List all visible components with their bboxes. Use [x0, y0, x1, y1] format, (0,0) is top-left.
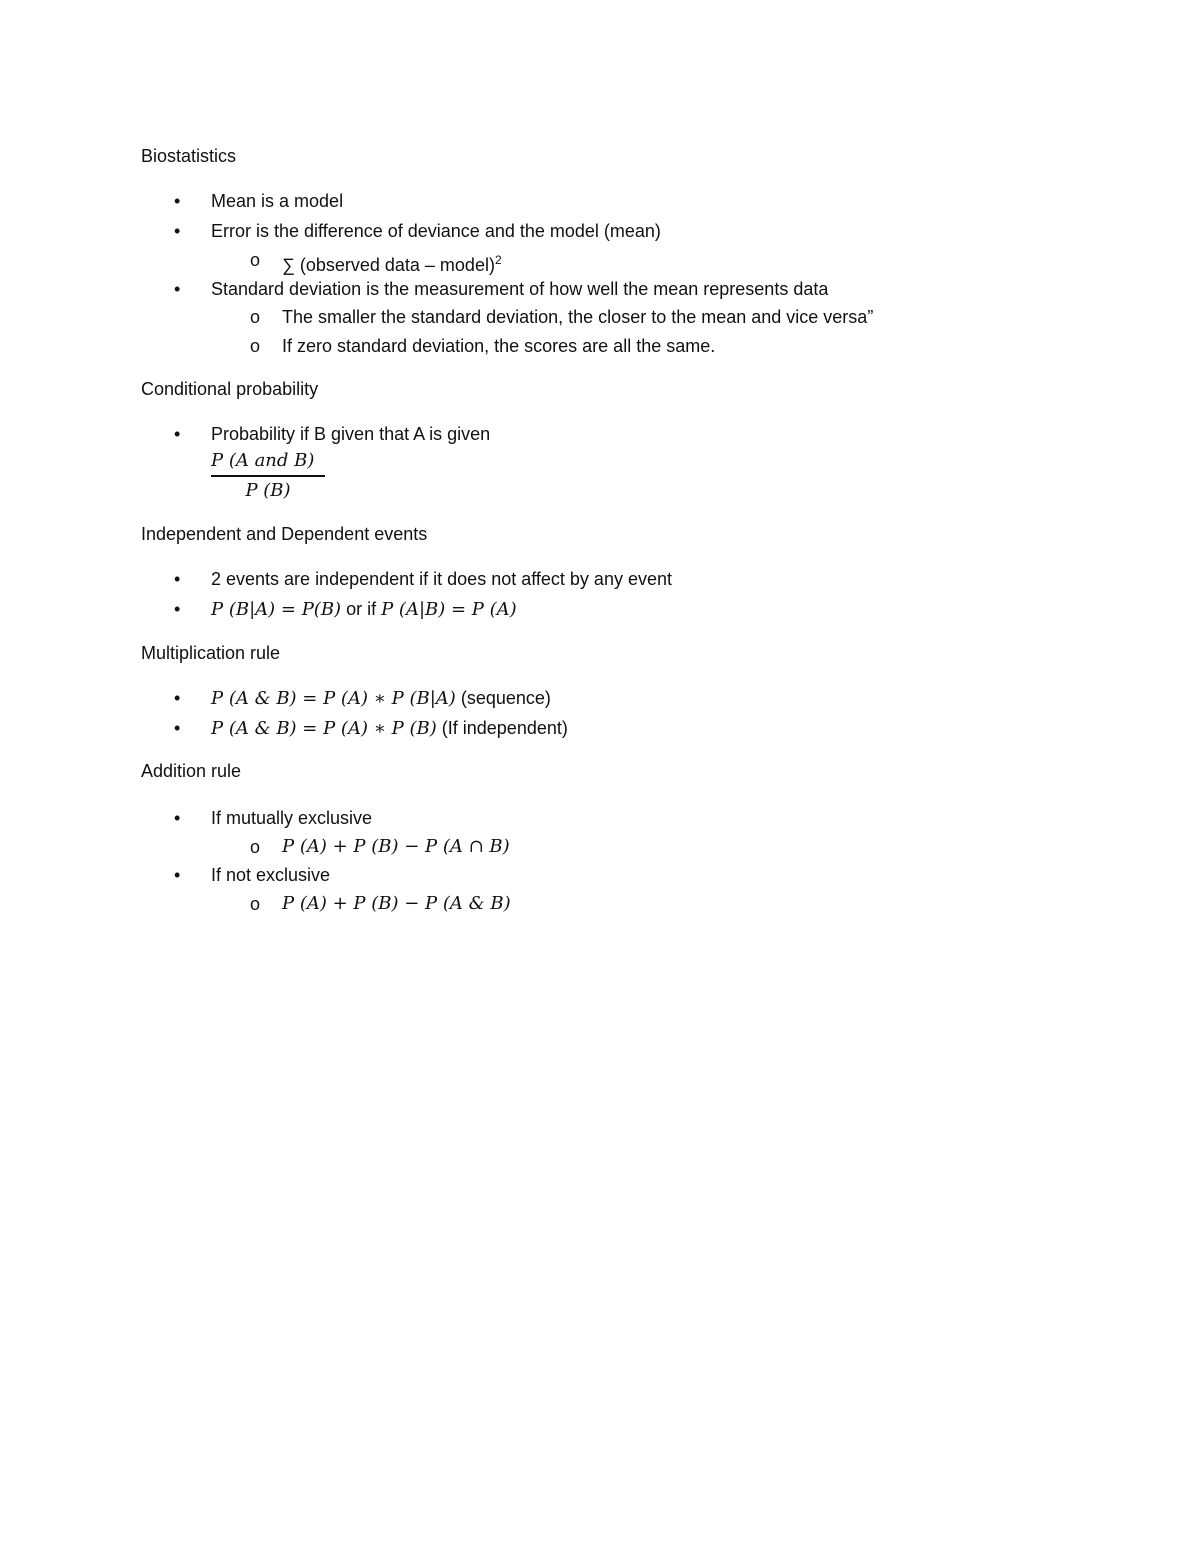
bullet-icon: •: [174, 424, 181, 444]
multiplication-label-sequence: (sequence): [455, 688, 551, 708]
independent-formula-or: or if: [341, 599, 382, 619]
list-item-error-formula: [282, 249, 502, 276]
bullet-icon: •: [174, 191, 181, 211]
list-item-independent-formula: [211, 598, 517, 621]
bullet-icon: •: [174, 279, 181, 299]
error-formula-superscript: 2: [494, 253, 502, 267]
addition-formula-not-exclusive: P (A) + P (B) − P (A & B): [282, 893, 511, 914]
list-item-sd-smaller: The smaller the standard deviation, the closer to the mean and vice versa”: [282, 307, 874, 327]
list-item-multiplication-sequence: [211, 687, 551, 710]
fraction-numerator: P (A and B): [211, 450, 315, 471]
independent-formula-b: P (A|B) = P (A): [381, 599, 517, 620]
bullet-icon: •: [174, 688, 181, 708]
bullet-icon: •: [174, 718, 181, 738]
bullet-icon: •: [174, 865, 181, 885]
bullet-icon: •: [174, 599, 181, 619]
heading-conditional-probability: Conditional probability: [141, 379, 319, 399]
fraction-denominator: P (B): [245, 480, 291, 501]
sub-bullet-icon: o: [250, 894, 261, 914]
sub-bullet-icon: o: [250, 336, 261, 356]
multiplication-formula-sequence: P (A & B) = P (A) ∗ P (B|A): [211, 688, 456, 709]
error-formula-text: ∑ (observed data – model): [282, 255, 495, 275]
list-item-independent: 2 events are independent if it does not affect by any event: [211, 569, 672, 589]
addition-formula-exclusive: P (A) + P (B) − P (A ∩ B): [282, 836, 510, 857]
independent-formula-a: P (B|A) = P(B): [211, 599, 342, 620]
bullet-icon: •: [174, 221, 181, 241]
list-item-not-exclusive: If not exclusive: [211, 865, 331, 885]
fraction-bar: [211, 475, 325, 477]
sub-bullet-icon: o: [250, 250, 261, 270]
heading-biostatistics: Biostatistics: [141, 146, 237, 166]
heading-multiplication-rule: Multiplication rule: [141, 643, 281, 663]
multiplication-formula-independent: P (A & B) = P (A) ∗ P (B): [211, 718, 437, 739]
list-item-standard-deviation: Standard deviation is the measurement of how well the mean represents data: [211, 279, 829, 299]
heading-addition-rule: Addition rule: [141, 761, 242, 781]
list-item-mean: Mean is a model: [211, 191, 344, 211]
bullet-icon: •: [174, 808, 181, 828]
list-item-error: Error is the difference of deviance and the model (mean): [211, 221, 661, 241]
heading-independent-events: Independent and Dependent events: [141, 524, 428, 544]
list-item-conditional: Probability if B given that A is given: [211, 424, 491, 444]
multiplication-label-independent: (If independent): [436, 718, 568, 738]
bullet-icon: •: [174, 569, 181, 589]
conditional-fraction: [211, 449, 325, 503]
list-item-multiplication-independent: [211, 717, 568, 740]
list-item-sd-zero: If zero standard deviation, the scores are all the same.: [282, 336, 716, 356]
sub-bullet-icon: o: [250, 307, 261, 327]
sub-bullet-icon: o: [250, 837, 261, 857]
list-item-mutually-exclusive: If mutually exclusive: [211, 808, 373, 828]
